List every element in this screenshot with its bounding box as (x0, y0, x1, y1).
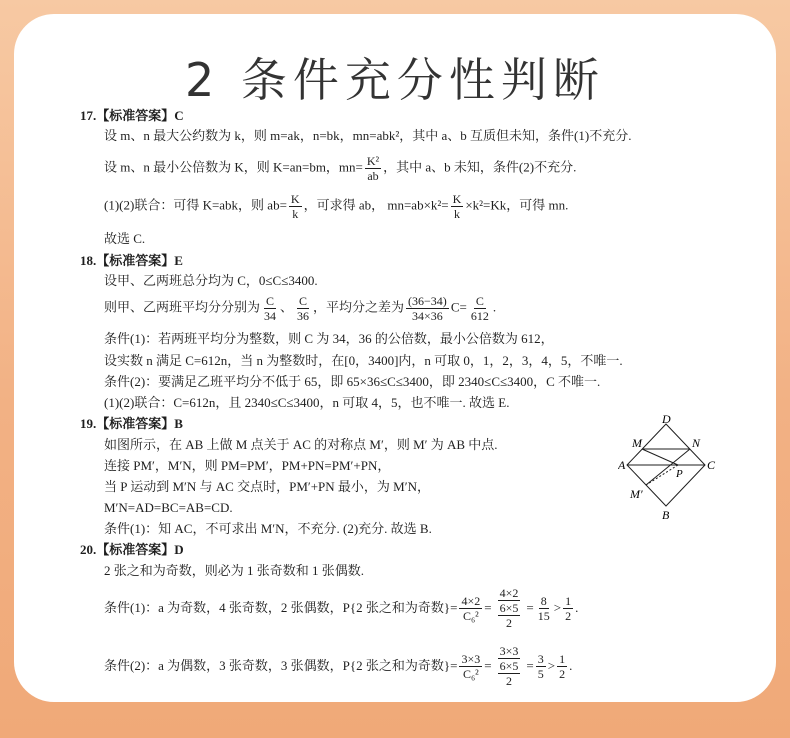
q19-line4: M′N=AD=BC=AB=CD. (104, 500, 233, 515)
fraction: $\frac{C}{36}$ (297, 294, 310, 323)
q17-line3: (1)(2)联合：可得 K=abk，则 ab= $\frac{K}{k}$ ，可求得 ab， mn=ab×k²= $\frac{K}{k}$ ×k²=Kk，可得 mn. (104, 192, 569, 221)
fraction: $\frac{C}{612}$ (470, 294, 489, 323)
fraction: $\frac{3\times 3}{\text{C₆²}}$ (461, 651, 481, 681)
fraction: $\frac{3\times 3}{\frac{6\times 5}{2}}$ (499, 644, 519, 688)
label-C: C (707, 458, 716, 472)
q19-line5: 条件(1)：知 AC，不可求出 M′N，不充分. (2)充分. 故选 B. (104, 521, 432, 536)
q19-line1: 如图所示，在 AB 上做 M 点关于 AC 的对称点 M′，则 M′ 为 AB 中点. (104, 437, 498, 452)
q18-line6: (1)(2)联合：C=612n，且 2340≤C≤3400，n 可取 4，5，也不唯一. 故选 E. (104, 395, 510, 410)
q19-heading: 19.【标准答案】B (80, 416, 183, 431)
q20-heading: 20.【标准答案】D (80, 542, 184, 557)
q17-line4: 故选 C. (104, 231, 146, 246)
q18-line2: 则甲、乙两班平均分分别为 $\frac{C}{34}$ 、 $\frac{C}{36}$ ，平均分之差为 $\frac{(36-34)}{34\times 36}$ C= $\frac{C}{612}$ . (104, 294, 497, 323)
fraction: $\frac{K}{k}$ (290, 192, 300, 221)
q19-line2: 连接 PM′，M′N，则 PM=PM′，PM+PN=PM′+PN， (104, 458, 391, 473)
fraction: $\frac{K}{k}$ (452, 192, 462, 221)
label-A: A (618, 458, 626, 472)
q18-heading: 18.【标准答案】E (80, 253, 183, 268)
q17-line1: 设 m、n 最大公约数为 k，则 m=ak，n=bk，mn=abk²，其中 a、b 互质但未知，条件(1)不充分. (104, 128, 632, 143)
q20-cond1: 条件(1)：a 为奇数，4 张奇数，2 张偶数，P{2 张之和为奇数}= $\frac{4\times 2}{\text{C₆²}}$ = $\frac{4\times 2}{\frac{6\times 5}{2}}$ = $\frac{8}{15}$ > $\frac{1}{2}$ . (104, 586, 579, 630)
label-Mprime: M′ (630, 487, 643, 501)
q18-line5: 条件(2)：要满足乙班平均分不低于 65，即 65×36≤C≤3400，即 2340≤C≤3400，C 不唯一. (104, 374, 601, 389)
q17-line2: 设 m、n 最小公倍数为 K，则 K=an=bm，mn= $\frac{\text{K²}}{ab}$ ，其中 a、b 未知，条件(2)不充分. (104, 154, 577, 183)
fraction: $\frac{3}{5}$ (537, 651, 544, 681)
q20-cond2: 条件(2)：a 为偶数，3 张奇数，3 张偶数，P{2 张之和为奇数}= $\frac{3\times 3}{\text{C₆²}}$ = $\frac{3\times 3}{\frac{6\times 5}{2}}$ = $\frac{3}{5}$ > $\frac{1}{2}$ . (104, 644, 573, 688)
fraction: $\frac{8}{15}$ (537, 593, 550, 623)
square-diagram (618, 414, 718, 522)
label-P: P (676, 468, 683, 480)
label-B: B (662, 508, 670, 522)
fraction: $\frac{1}{2}$ (565, 593, 572, 623)
q18-line4: 设实数 n 满足 C=612n，当 n 为整数时，在[0，3400]内，n 可取 0，1，2，3，4，5，不唯一. (104, 353, 623, 368)
fraction: $\frac{C}{34}$ (264, 294, 277, 323)
fraction: $\frac{(36-34)}{34\times 36}$ (408, 294, 447, 323)
fraction: $\frac{4\times 2}{\frac{6\times 5}{2}}$ (499, 586, 519, 630)
fraction: $\frac{\text{K²}}{ab}$ (366, 154, 380, 183)
q18-line3: 条件(1)：若两班平均分为整数，则 C 为 34，36 的公倍数，最小公倍数为 612， (104, 331, 554, 346)
fraction: $\frac{1}{2}$ (559, 651, 566, 681)
q19-line3: 当 P 运动到 M′N 与 AC 交点时，PM′+PN 最小，为 M′N， (104, 479, 430, 494)
label-M: M (632, 436, 642, 450)
q18-line1: 设甲、乙两班总分均为 C，0≤C≤3400. (104, 273, 318, 288)
q17-heading: 17.【标准答案】C (80, 108, 184, 123)
q20-line1: 2 张之和为奇数，则必为 1 张奇数和 1 张偶数. (104, 563, 365, 578)
fraction: $\frac{4\times 2}{\text{C₆²}}$ (461, 593, 481, 623)
label-N: N (692, 436, 701, 450)
page-title: 2 条件充分性判断 (185, 53, 605, 107)
label-D: D (662, 414, 671, 426)
content-card (14, 14, 776, 702)
